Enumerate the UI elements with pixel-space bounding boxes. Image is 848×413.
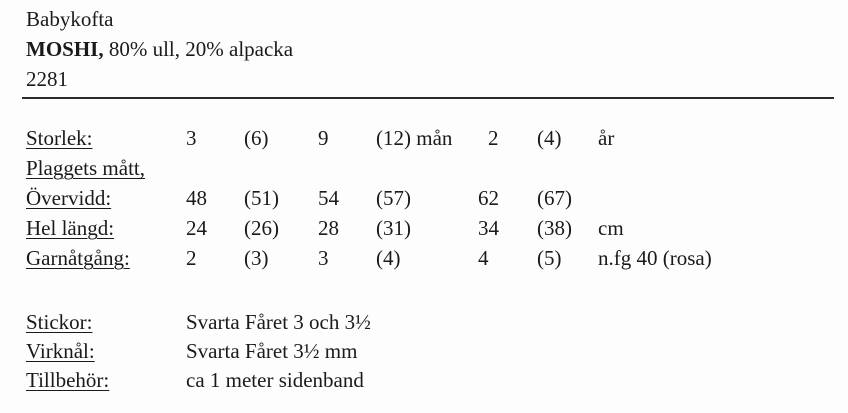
table-cell: (3) bbox=[244, 246, 269, 270]
needles-label: Stickor: bbox=[26, 310, 93, 334]
size-value: (4) bbox=[537, 126, 562, 150]
needles-value: Svarta Fåret 3 och 3½ bbox=[186, 310, 371, 334]
unit-label: n.fg 40 (rosa) bbox=[598, 246, 712, 270]
table-cell: (57) bbox=[376, 186, 411, 210]
table-cell: 4 bbox=[478, 246, 489, 270]
row-label-length: Hel längd: bbox=[26, 216, 115, 240]
table-cell: 2 bbox=[186, 246, 197, 270]
table-cell: 34 bbox=[478, 216, 499, 240]
crochet-hook-label: Virknål: bbox=[26, 339, 95, 363]
table-cell: 54 bbox=[318, 186, 339, 210]
accessories-label: Tillbehör: bbox=[26, 368, 110, 392]
measurements-heading: Plaggets mått, bbox=[26, 156, 145, 180]
size-value: (12) mån bbox=[376, 126, 453, 150]
size-unit: år bbox=[598, 126, 615, 150]
table-cell: (4) bbox=[376, 246, 401, 270]
size-value: 3 bbox=[186, 126, 197, 150]
header-divider bbox=[22, 97, 834, 99]
pattern-title: Babykofta bbox=[26, 7, 114, 31]
yarn-description: 80% ull, 20% alpacka bbox=[108, 37, 294, 61]
size-value: (6) bbox=[244, 126, 269, 150]
size-value: 9 bbox=[318, 126, 329, 150]
yarn-line bbox=[26, 39, 293, 60]
table-cell: 62 bbox=[478, 186, 499, 210]
table-cell: 48 bbox=[186, 186, 207, 210]
row-label-chest: Övervidd: bbox=[26, 186, 112, 210]
table-cell: (26) bbox=[244, 216, 279, 240]
table-cell: 28 bbox=[318, 216, 339, 240]
unit-label: cm bbox=[598, 216, 624, 240]
table-cell: (5) bbox=[537, 246, 562, 270]
table-cell: 24 bbox=[186, 216, 207, 240]
size-label: Storlek: bbox=[26, 126, 93, 150]
yarn-name: MOSHI, bbox=[26, 37, 104, 61]
table-cell: (31) bbox=[376, 216, 411, 240]
table-cell: (38) bbox=[537, 216, 572, 240]
crochet-hook-value: Svarta Fåret 3½ mm bbox=[186, 339, 358, 363]
row-label-yarn-amount: Garnåtgång: bbox=[26, 246, 130, 270]
size-value: 2 bbox=[488, 126, 499, 150]
table-cell: 3 bbox=[318, 246, 329, 270]
table-cell: (51) bbox=[244, 186, 279, 210]
table-cell: (67) bbox=[537, 186, 572, 210]
accessories-value: ca 1 meter sidenband bbox=[186, 368, 364, 392]
article-number: 2281 bbox=[26, 67, 68, 91]
